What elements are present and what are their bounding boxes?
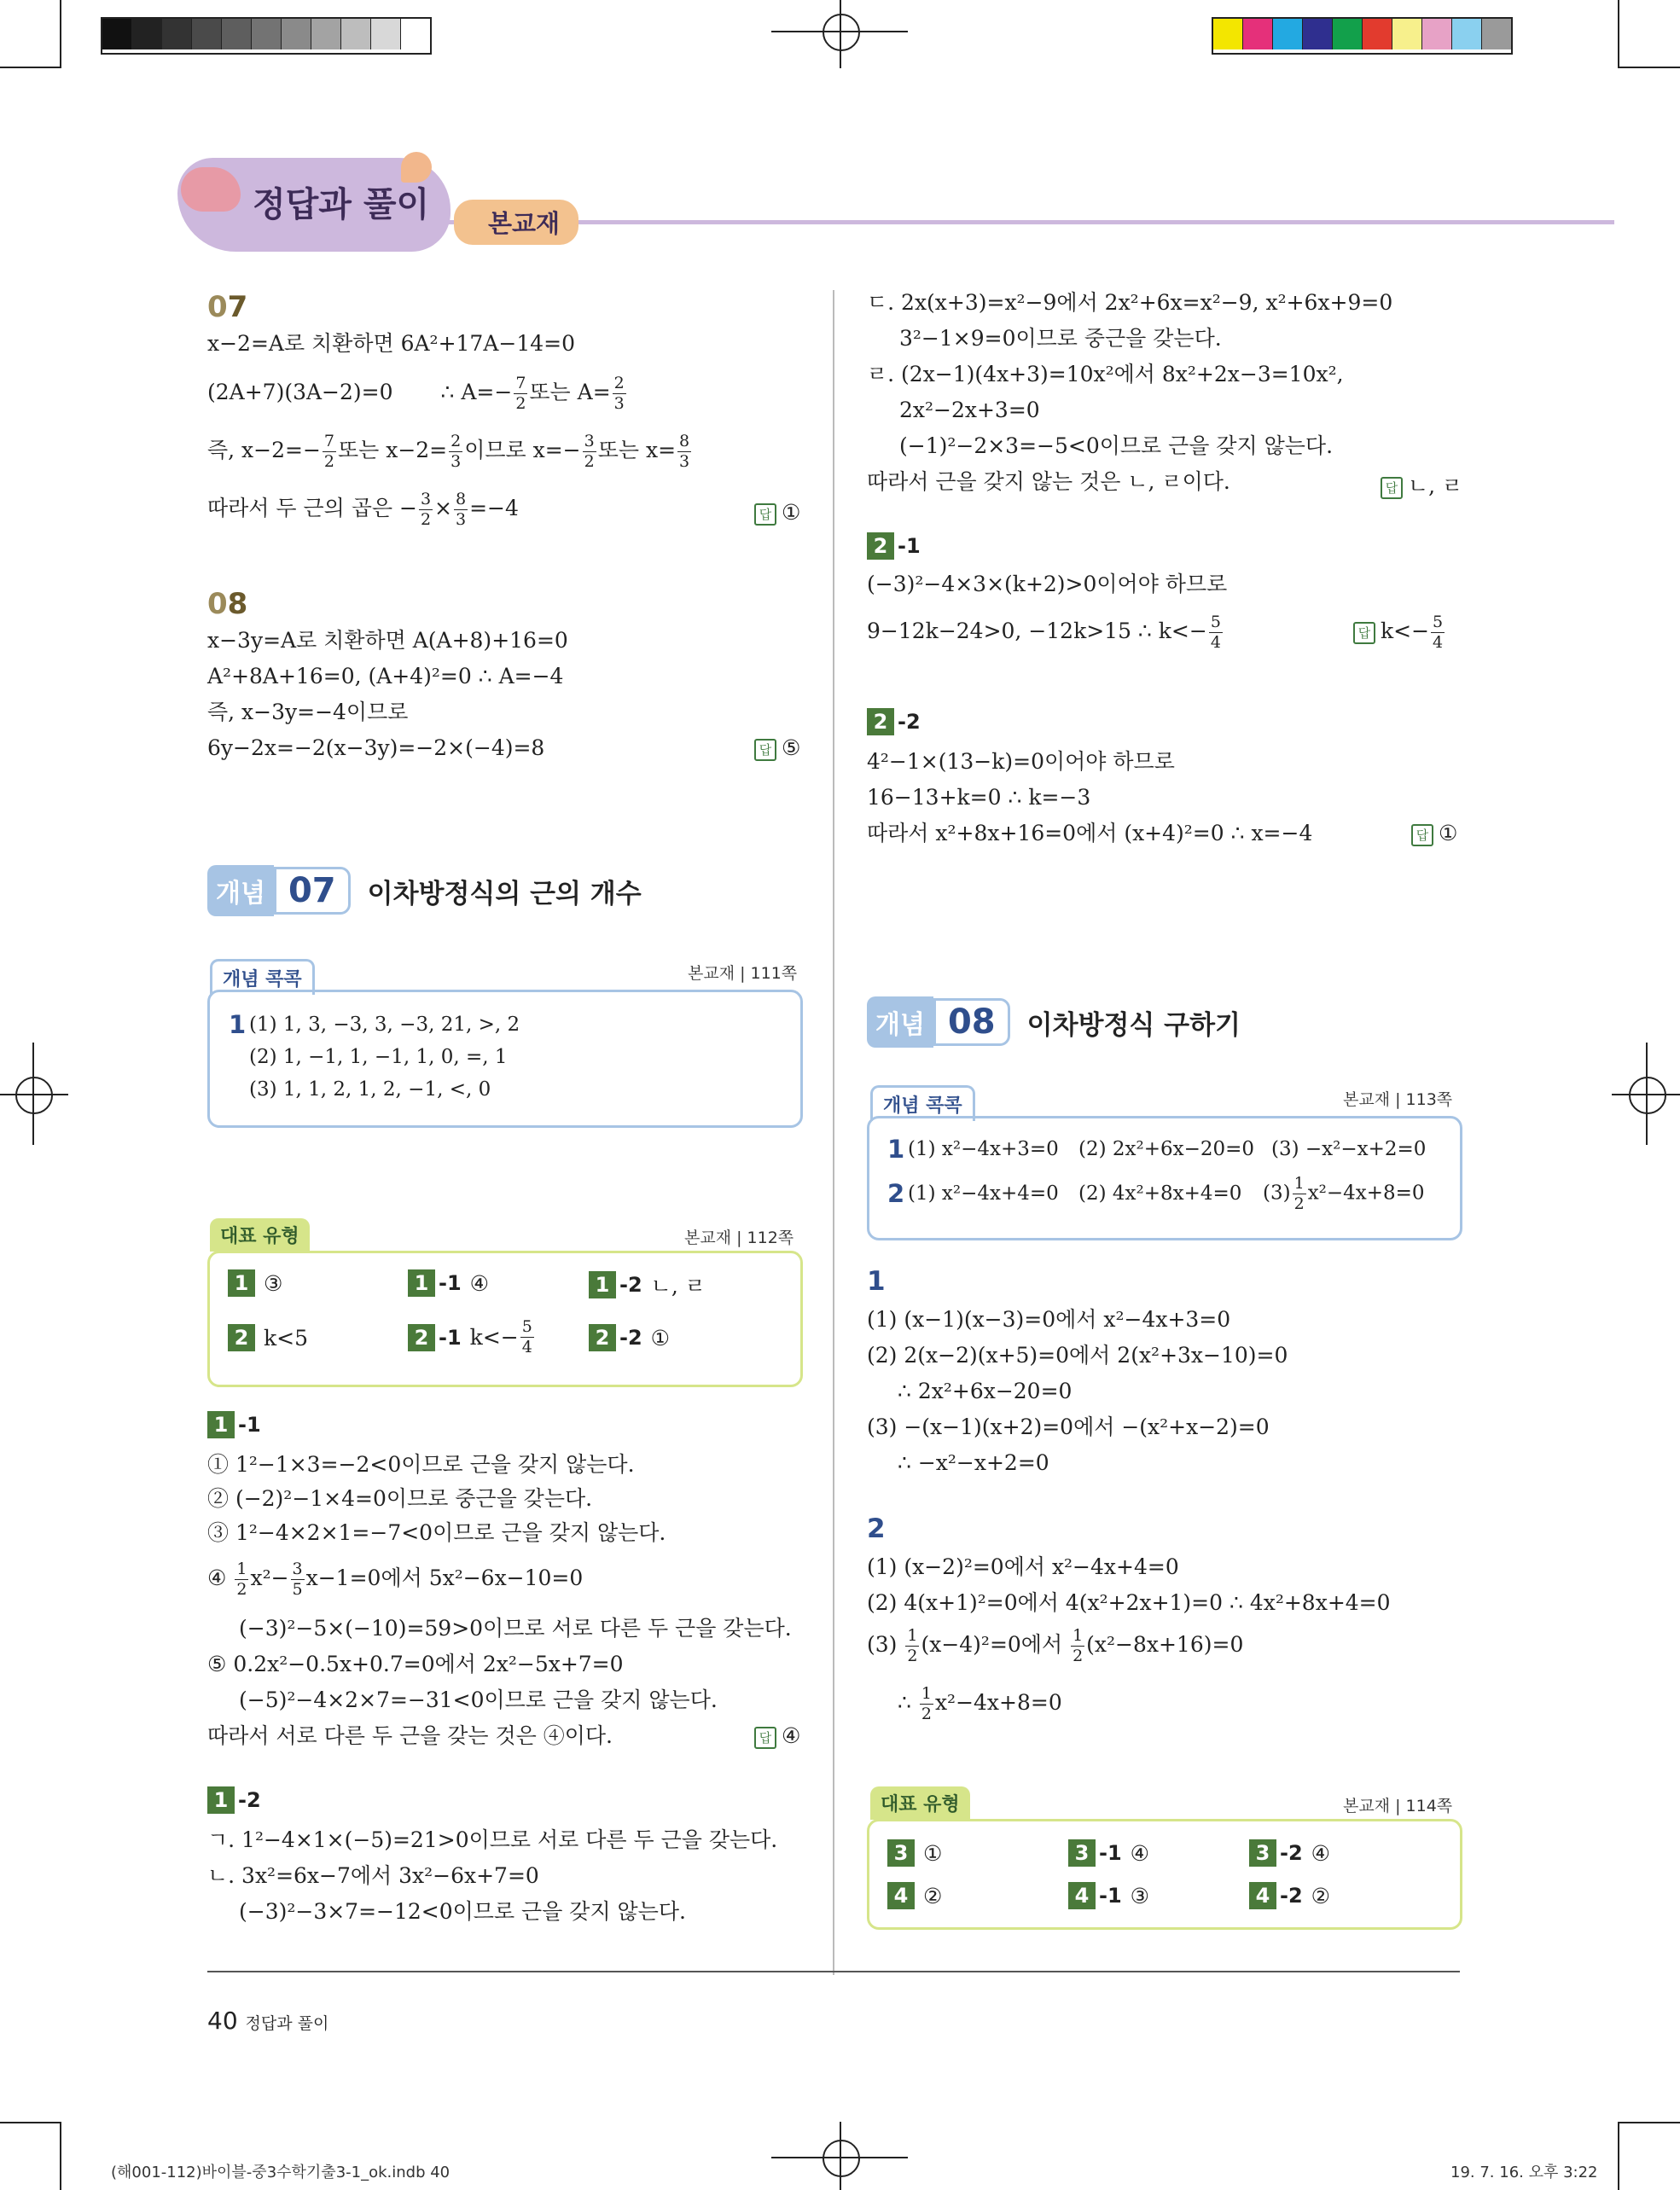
textbook-reference: 본교재 | 112쪽 <box>684 1229 794 1247</box>
answer-icon: 답 <box>1381 477 1403 499</box>
p1-line-5: ∴ −x²−x+2=0 <box>898 1450 1049 1475</box>
s1-1-line-7: (−5)²−4×2×7=−31<0이므로 근을 갖지 않는다. <box>239 1688 718 1712</box>
s2-1-line-1: (−3)²−4×3×(k+2)>0이어야 하므로 <box>867 572 1228 596</box>
s2-2-line-1: 4²−1×(13−k)=0이어야 하므로 <box>867 749 1175 774</box>
crop-mark-br <box>1618 2122 1619 2190</box>
kaenyeom-kokkok-tag: 개념 콕콕 <box>210 959 315 995</box>
slug-date: 19. 7. 16. 오후 3:22 <box>1450 2164 1598 2181</box>
cont-line-4: 2x²−2x+3=0 <box>899 398 1040 422</box>
q08-line-2: A²+8A+16=0, (A+4)²=0 ∴ A=−4 <box>207 664 564 688</box>
cont-line-3: ㄹ. (2x−1)(4x+3)=10x²에서 8x²+2x−3=10x², <box>867 362 1344 386</box>
s1-2-line-3: (−3)²−3×7=−12<0이므로 근을 갖지 않는다. <box>239 1899 686 1924</box>
dp2-cell-6: 4 -2 ② <box>1249 1882 1330 1909</box>
dp1-cell-4: 2 k<5 <box>228 1324 308 1351</box>
gray-swatch <box>251 19 281 49</box>
crop-mark-tl-h <box>0 67 60 68</box>
dp1-cell-3: 1 -2 ㄴ, ㄹ <box>589 1269 706 1300</box>
p2-line-3: (3) $\frac{1}{2}$ (x−4)²=0에서 $\frac{1}{2}$ (x²−8x+16)=0 <box>867 1626 1244 1665</box>
process-swatch <box>1451 19 1481 49</box>
daepyo-yuhyeong-tag: 대표 유형 <box>870 1786 970 1820</box>
footer-rule <box>207 1971 1460 1972</box>
concept-07-heading <box>207 865 642 916</box>
gray-swatch <box>191 19 221 49</box>
s1-1-answer: 답 ④ <box>754 1723 800 1749</box>
dp1-cell-1: 1 ③ <box>228 1269 282 1297</box>
registration-mark-right-v <box>1646 1043 1648 1145</box>
s2-2-line-2: 16−13+k=0 ∴ k=−3 <box>867 785 1091 810</box>
p1-line-2: (2) 2(x−2)(x+5)=0에서 2(x²+3x−10)=0 <box>867 1343 1288 1368</box>
process-swatch <box>1421 19 1451 49</box>
registration-mark-top-v <box>840 0 841 68</box>
p1-line-4: (3) −(x−1)(x+2)=0에서 −(x²+x−2)=0 <box>867 1414 1270 1439</box>
kk2-row-2b: (2) 4x²+8x+4=0 <box>1078 1182 1242 1205</box>
daepyo-yuhyeong-tag: 대표 유형 <box>210 1218 310 1252</box>
s1-2-line-1: ㄱ. 1²−4×1×(−5)=21>0이므로 서로 다른 두 근을 갖는다. <box>207 1827 778 1852</box>
q07-line-2: (2A+7)(3A−2)=0 ∴ A=− $\frac{7}{2}$ 또는 A= $\frac{2}{3}$ <box>207 374 625 413</box>
s2-1-line-2: 9−12k−24>0, −12k>15 ∴ k<− $\frac{5}{4}$ <box>867 613 1221 652</box>
s1-1-line-3: ③ 1²−4×2×1=−7<0이므로 근을 갖지 않는다. <box>207 1520 666 1545</box>
process-swatch <box>1242 19 1272 49</box>
crop-mark-tr <box>1618 0 1619 68</box>
dp2-cell-4: 4 ② <box>887 1882 942 1909</box>
dp2-cell-2: 3 -1 ④ <box>1068 1839 1149 1867</box>
daepyo-yuhyeong-box <box>867 1819 1462 1930</box>
process-swatch <box>1481 19 1511 49</box>
gray-swatch <box>161 19 191 49</box>
process-swatch <box>1302 19 1332 49</box>
process-swatch <box>1213 19 1242 49</box>
kk1-row-1: (1) 1, 3, −3, 3, −3, 21, >, 2 <box>249 1014 520 1036</box>
header-rule <box>444 220 1614 224</box>
q07-line-1: x−2=A로 치환하면 6A²+17A−14=0 <box>207 331 576 356</box>
answer-icon: 답 <box>754 503 776 526</box>
q08-line-1: x−3y=A로 치환하면 A(A+8)+16=0 <box>207 628 568 653</box>
answer-icon: 답 <box>1411 824 1433 846</box>
dp2-cell-5: 4 -1 ③ <box>1068 1882 1149 1909</box>
cont-line-1: ㄷ. 2x(x+3)=x²−9에서 2x²+6x=x²−9, x²+6x+9=0 <box>867 290 1393 315</box>
q07-line-4: 따라서 두 근의 곱은 − $\frac{3}{2}$ × $\frac{8}{3}$ =−4 <box>207 490 519 529</box>
crop-mark-tl <box>60 0 61 68</box>
solution-1-2-heading: 1 -2 <box>207 1786 261 1814</box>
q08-line-4: 6y−2x=−2(x−3y)=−2×(−4)=8 <box>207 735 545 760</box>
kk1-question-number: 1 <box>229 1010 247 1039</box>
p1-line-1: (1) (x−1)(x−3)=0에서 x²−4x+3=0 <box>867 1307 1231 1332</box>
s1-1-line-5: (−3)²−5×(−10)=59>0이므로 서로 다른 두 근을 갖는다. <box>239 1616 792 1641</box>
p2-line-1: (1) (x−2)²=0에서 x²−4x+4=0 <box>867 1554 1179 1579</box>
page-number: 40 정답과 풀이 <box>207 2007 329 2035</box>
process-swatch <box>1272 19 1302 49</box>
s2-2-line-3: 따라서 x²+8x+16=0에서 (x+4)²=0 ∴ x=−4 <box>867 821 1313 845</box>
concept-number: 08 <box>933 998 1010 1046</box>
q08-line-3: 즉, x−3y=−4이므로 <box>207 700 409 724</box>
concept-pill: 개념 <box>867 996 933 1048</box>
answer-icon: 답 <box>754 739 776 761</box>
dolphin-icon <box>181 167 241 212</box>
dp1-cell-6: 2 -2 ① <box>589 1324 670 1351</box>
crop-mark-br-h <box>1618 2122 1680 2123</box>
solution-1-1-heading: 1 -1 <box>207 1411 261 1438</box>
q08-answer: 답 ⑤ <box>754 735 800 761</box>
problem-number-1: 1 <box>867 1266 886 1297</box>
gray-swatch <box>370 19 400 49</box>
cont-line-5: (−1)²−2×3=−5<0이므로 근을 갖지 않는다. <box>899 433 1334 458</box>
gray-swatch <box>400 19 430 49</box>
registration-mark-bottom <box>823 2140 860 2177</box>
dp1-cell-2: 1 -1 ④ <box>408 1269 489 1297</box>
dp1-cell-5: 2 -1 k<− $\frac{5}{4}$ <box>408 1319 536 1356</box>
kk2-row-1b: (2) 2x²+6x−20=0 <box>1078 1138 1255 1160</box>
s1-1-line-6: ⑤ 0.2x²−0.5x+0.7=0에서 2x²−5x+7=0 <box>207 1652 624 1676</box>
concept-title: 이차방정식의 근의 개수 <box>367 878 642 909</box>
s1-1-line-2: ② (−2)²−1×4=0이므로 중근을 갖는다. <box>207 1486 593 1511</box>
kk2-row-2a: (1) x²−4x+4=0 <box>908 1182 1059 1205</box>
s2-2-answer: 답 ① <box>1411 821 1457 846</box>
concept-pill: 개념 <box>207 865 274 916</box>
problem-number-2: 2 <box>867 1513 886 1544</box>
registration-mark-left-h <box>0 1094 68 1095</box>
slug-filename: (해001-112)바이블-중3수학기출3-1_ok.indb 40 <box>111 2164 451 2181</box>
process-swatch <box>1392 19 1421 49</box>
gray-swatch <box>102 19 131 49</box>
solution-2-1-heading: 2 -1 <box>867 532 921 560</box>
process-color-bar <box>1212 17 1513 55</box>
footer-label: 정답과 풀이 <box>245 2014 329 2033</box>
kk2-question-number-1: 1 <box>887 1135 905 1164</box>
s1-1-line-4: ④ $\frac{1}{2}$ x²− $\frac{3}{5}$ x−1=0에서 5x²−6x−10=0 <box>207 1560 584 1599</box>
concept-number: 07 <box>274 867 351 915</box>
dp2-cell-3: 3 -2 ④ <box>1249 1839 1330 1867</box>
registration-mark-bottom-v <box>840 2122 841 2190</box>
p2-line-2: (2) 4(x+1)²=0에서 4(x²+2x+1)=0 ∴ 4x²+8x+4=0 <box>867 1590 1391 1615</box>
kk1-row-2: (2) 1, −1, 1, −1, 1, 0, =, 1 <box>249 1046 508 1068</box>
column-divider <box>833 290 834 1975</box>
gray-swatch <box>340 19 370 49</box>
q07-line-3: 즉, x−2=− $\frac{7}{2}$ 또는 x−2= $\frac{2}{3}$ 이므로 x=− $\frac{3}{2}$ 또는 x= $\frac{8}{3}$ <box>207 432 690 471</box>
textbook-reference: 본교재 | 111쪽 <box>688 964 798 983</box>
s1-1-line-1: ① 1²−1×3=−2<0이므로 근을 갖지 않는다. <box>207 1452 635 1477</box>
kk2-row-2c: (3) $\frac{1}{2}$ x²−4x+8=0 <box>1263 1174 1425 1213</box>
gray-swatch <box>281 19 311 49</box>
gray-swatch <box>221 19 251 49</box>
p2-line-4: ∴ $\frac{1}{2}$ x²−4x+8=0 <box>898 1684 1062 1723</box>
registration-mark-right <box>1629 1077 1666 1114</box>
problem-number-07: 07 <box>207 290 248 324</box>
kk2-question-number-2: 2 <box>887 1179 905 1208</box>
crop-mark-bl-h <box>0 2122 60 2123</box>
kk2-row-1a: (1) x²−4x+3=0 <box>908 1138 1059 1160</box>
answer-icon: 답 <box>754 1727 776 1749</box>
header-badge: 본교재 <box>454 200 578 245</box>
cont-line-2: 3²−1×9=0이므로 중근을 갖는다. <box>899 326 1222 351</box>
answer-icon: 답 <box>1353 622 1375 644</box>
registration-mark-top <box>823 14 860 51</box>
q07-answer: 답 ① <box>754 500 800 526</box>
registration-mark-left <box>15 1077 53 1114</box>
concept-title: 이차방정식 구하기 <box>1026 1009 1241 1041</box>
cont-answer: 답 ㄴ, ㄹ <box>1381 469 1462 500</box>
process-swatch <box>1332 19 1362 49</box>
crop-mark-tr-h <box>1618 67 1680 68</box>
gray-swatch <box>311 19 340 49</box>
crop-mark-bl <box>60 2122 61 2190</box>
kaenyeom-kokkok-tag: 개념 콕콕 <box>870 1085 975 1121</box>
p1-line-3: ∴ 2x²+6x−20=0 <box>898 1379 1073 1403</box>
gray-color-bar <box>101 17 432 55</box>
s1-1-line-8: 따라서 서로 다른 두 근을 갖는 것은 ④이다. <box>207 1723 613 1748</box>
dp2-cell-1: 3 ① <box>887 1839 942 1867</box>
textbook-reference: 본교재 | 113쪽 <box>1343 1090 1453 1109</box>
header-title: 정답과 풀이 <box>253 185 430 224</box>
textbook-reference: 본교재 | 114쪽 <box>1343 1797 1453 1815</box>
concept-08-heading <box>867 996 1241 1048</box>
registration-mark-left-v <box>32 1043 34 1145</box>
gray-swatch <box>131 19 161 49</box>
cont-line-6: 따라서 근을 갖지 않는 것은 ㄴ, ㄹ이다. <box>867 469 1230 494</box>
solution-2-2-heading: 2 -2 <box>867 708 921 735</box>
kk1-row-3: (3) 1, 1, 2, 1, 2, −1, <, 0 <box>249 1078 491 1101</box>
s2-1-answer: 답 k<− $\frac{5}{4}$ <box>1353 614 1446 651</box>
problem-number-08: 08 <box>207 587 248 621</box>
process-swatch <box>1362 19 1392 49</box>
s1-2-line-2: ㄴ. 3x²=6x−7에서 3x²−6x+7=0 <box>207 1863 539 1888</box>
kk2-row-1c: (3) −x²−x+2=0 <box>1271 1138 1427 1160</box>
